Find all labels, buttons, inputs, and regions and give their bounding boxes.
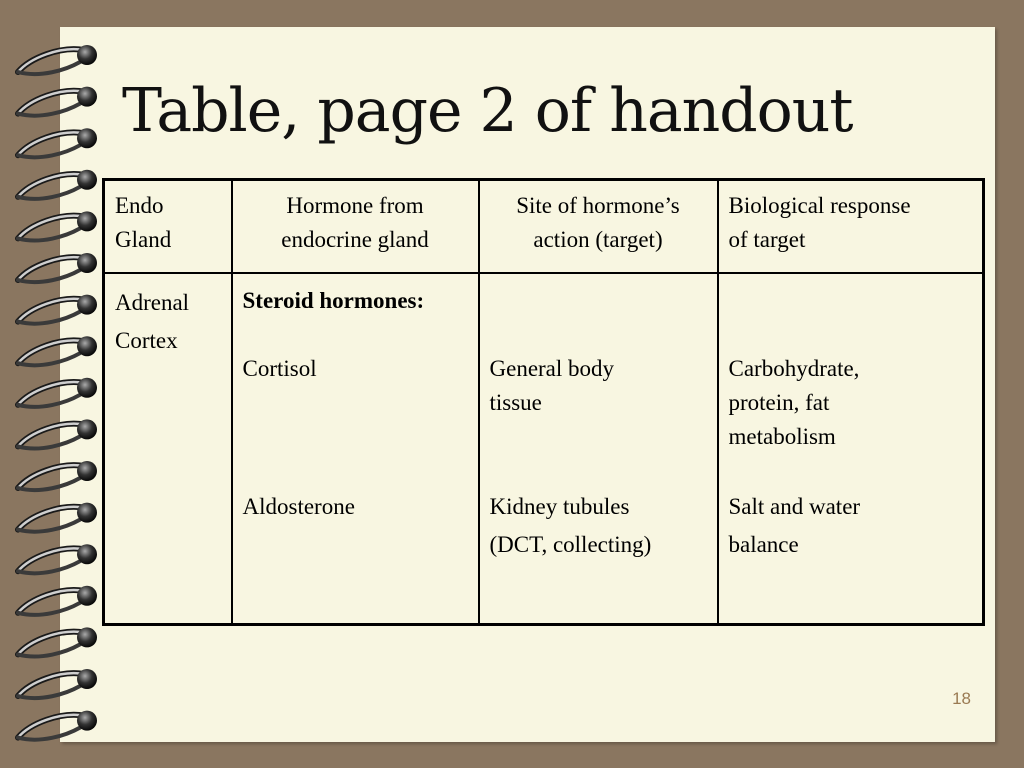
spiral-ring-icon <box>18 170 97 199</box>
spiral-ring-icon <box>18 711 97 740</box>
hormone-table <box>102 178 985 626</box>
spiral-ring-icon <box>18 627 97 656</box>
spiral-ring-icon <box>18 461 97 490</box>
spiral-binding <box>0 0 110 768</box>
spiral-ring-icon <box>18 419 97 448</box>
table-row <box>104 273 984 625</box>
spiral-ring-icon <box>18 45 97 74</box>
spiral-ring-icon <box>18 295 97 324</box>
gland-line-1: Adrenal <box>115 290 190 315</box>
spiral-ring-icon <box>18 211 97 240</box>
response-1-line-1: Carbohydrate, <box>728 356 860 381</box>
page-number: 18 <box>952 689 971 708</box>
hormone-aldosterone: Aldosterone <box>242 494 355 519</box>
response-1-line-3: metabolism <box>728 424 836 449</box>
response-2-line-1: Salt and water <box>728 494 861 519</box>
response-2-line-2: balance <box>728 532 799 557</box>
header-biological-response: Biological response of target <box>718 180 984 274</box>
spiral-ring-icon <box>18 87 97 116</box>
spiral-ring-icon <box>18 378 97 407</box>
site-1-line-1: General body <box>489 356 615 381</box>
spiral-ring-icon <box>18 544 97 573</box>
header-site-of-action: Site of hormone’s action (target) <box>479 180 718 274</box>
site-2-line-1: Kidney tubules <box>489 494 630 519</box>
hormone-group-label: Steroid hormones: <box>242 288 425 313</box>
spiral-ring-icon <box>18 253 97 282</box>
cell-response <box>718 273 984 625</box>
cell-site <box>479 273 718 625</box>
spiral-ring-icon <box>18 586 97 615</box>
spiral-ring-icon <box>18 669 97 698</box>
gland-line-2: Cortex <box>115 328 178 353</box>
slide-title: Table, page 2 of handout <box>122 76 853 146</box>
site-2-line-2: (DCT, collecting) <box>489 532 652 557</box>
hormone-cortisol: Cortisol <box>242 356 317 381</box>
table-header-row <box>104 180 984 274</box>
header-hormone: Hormone from endocrine gland <box>232 180 479 274</box>
site-1-line-2: tissue <box>489 390 542 415</box>
spiral-ring-icon <box>18 128 97 157</box>
cell-hormones <box>232 273 479 625</box>
cell-gland <box>104 273 232 625</box>
response-1-line-2: protein, fat <box>728 390 830 415</box>
spiral-ring-icon <box>18 336 97 365</box>
header-endo-gland: Endo Gland <box>104 180 232 274</box>
spiral-ring-icon <box>18 503 97 532</box>
